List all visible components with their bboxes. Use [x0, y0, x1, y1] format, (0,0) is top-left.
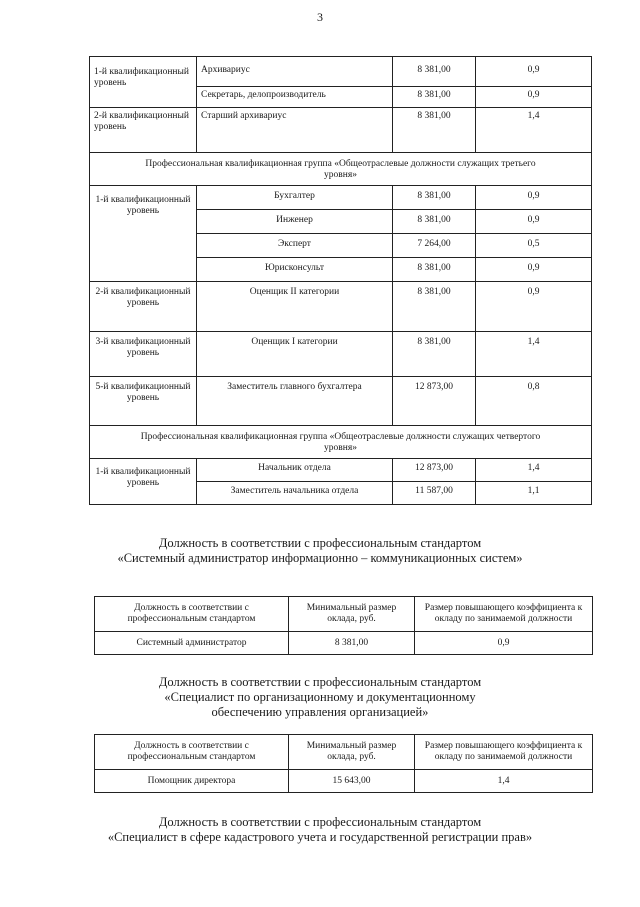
- table-row: [90, 186, 592, 210]
- salary-value: 8 381,00: [393, 57, 476, 87]
- position-name: Помощник директора: [95, 770, 289, 793]
- coefficient-value: 0,9: [476, 186, 592, 210]
- column-header-coefficient: Размер повышающего коэффициента к окладу по занимаемой должности: [415, 597, 593, 632]
- column-header-position: Должность в соответствии с профессиональным стандартом: [95, 597, 289, 632]
- column-header-salary: Минимальный размер оклада, руб.: [289, 597, 415, 632]
- qualification-level: 2-й квалификационный уровень: [90, 282, 197, 332]
- coefficient-value: 1,4: [476, 459, 592, 482]
- page-number: 3: [317, 10, 323, 24]
- table-row: [90, 426, 592, 459]
- table-header-row: [95, 597, 593, 632]
- qualification-level: 2-й квалификационный уровень: [90, 108, 197, 153]
- table-row: [95, 632, 593, 655]
- coefficient-value: 1,4: [476, 108, 592, 153]
- position-name: Оценщик II категории: [197, 282, 393, 332]
- position-name: Эксперт: [197, 234, 393, 258]
- salary-value: 8 381,00: [289, 632, 415, 655]
- coefficient-value: 0,5: [476, 234, 592, 258]
- position-name: Начальник отдела: [197, 459, 393, 482]
- position-name: Системный администратор: [95, 632, 289, 655]
- table-row: [90, 377, 592, 426]
- table-row: [90, 332, 592, 377]
- qualification-level: 1-й квалификационный уровень: [90, 186, 197, 282]
- coefficient-value: 0,9: [476, 210, 592, 234]
- salary-value: 8 381,00: [393, 258, 476, 282]
- table-row: [90, 282, 592, 332]
- position-name: Бухгалтер: [197, 186, 393, 210]
- position-name: Архивариус: [197, 57, 393, 87]
- salary-table: [89, 56, 592, 505]
- qualification-level: 1-й квалификационный уровень: [90, 57, 197, 108]
- table-row: [90, 153, 592, 186]
- coefficient-value: 0,8: [476, 377, 592, 426]
- qualification-level: 3-й квалификационный уровень: [90, 332, 197, 377]
- standard-table-assistant: [94, 734, 593, 793]
- coefficient-value: 0,9: [476, 87, 592, 108]
- position-name: Старший архивариус: [197, 108, 393, 153]
- coefficient-value: 0,9: [476, 57, 592, 87]
- section-heading-cadastral: Должность в соответствии с профессиональным стандартом «Специалист в сфере кадастрового учета и государственной регистрации прав»: [107, 815, 533, 844]
- qualification-level: 5-й квалификационный уровень: [90, 377, 197, 426]
- salary-value: 8 381,00: [393, 332, 476, 377]
- table-row: [90, 459, 592, 482]
- salary-value: 8 381,00: [393, 87, 476, 108]
- section-heading-assistant: Должность в соответствии с профессиональным стандартом «Специалист по организационному и документационному обеспечению управления организацией»: [158, 675, 482, 719]
- table-row: [95, 770, 593, 793]
- salary-value: 8 381,00: [393, 186, 476, 210]
- salary-value: 12 873,00: [393, 377, 476, 426]
- column-header-coefficient: Размер повышающего коэффициента к окладу по занимаемой должности: [415, 735, 593, 770]
- group-header: Профессиональная квалификационная группа «Общеотраслевые должности служащих третьего уровня»: [90, 153, 592, 186]
- table-row: [90, 57, 592, 87]
- coefficient-value: 1,4: [415, 770, 593, 793]
- salary-value: 8 381,00: [393, 282, 476, 332]
- standard-table-sysadmin: [94, 596, 593, 655]
- table-row: [90, 108, 592, 153]
- coefficient-value: 0,9: [476, 258, 592, 282]
- coefficient-value: 1,4: [476, 332, 592, 377]
- group-header: Профессиональная квалификационная группа «Общеотраслевые должности служащих четвертого уровня»: [90, 426, 592, 459]
- position-name: Секретарь, делопроизводитель: [197, 87, 393, 108]
- salary-value: 15 643,00: [289, 770, 415, 793]
- salary-value: 7 264,00: [393, 234, 476, 258]
- position-name: Юрисконсульт: [197, 258, 393, 282]
- position-name: Оценщик I категории: [197, 332, 393, 377]
- table-header-row: [95, 735, 593, 770]
- position-name: Инженер: [197, 210, 393, 234]
- coefficient-value: 0,9: [415, 632, 593, 655]
- salary-value: 8 381,00: [393, 210, 476, 234]
- coefficient-value: 0,9: [476, 282, 592, 332]
- position-name: Заместитель начальника отдела: [197, 482, 393, 505]
- salary-value: 12 873,00: [393, 459, 476, 482]
- section-heading-sysadmin: Должность в соответствии с профессиональным стандартом «Системный администратор информационно – коммуникационных систем»: [117, 536, 523, 565]
- salary-value: 11 587,00: [393, 482, 476, 505]
- salary-value: 8 381,00: [393, 108, 476, 153]
- qualification-level: 1-й квалификационный уровень: [90, 459, 197, 505]
- column-header-position: Должность в соответствии с профессиональным стандартом: [95, 735, 289, 770]
- coefficient-value: 1,1: [476, 482, 592, 505]
- position-name: Заместитель главного бухгалтера: [197, 377, 393, 426]
- column-header-salary: Минимальный размер оклада, руб.: [289, 735, 415, 770]
